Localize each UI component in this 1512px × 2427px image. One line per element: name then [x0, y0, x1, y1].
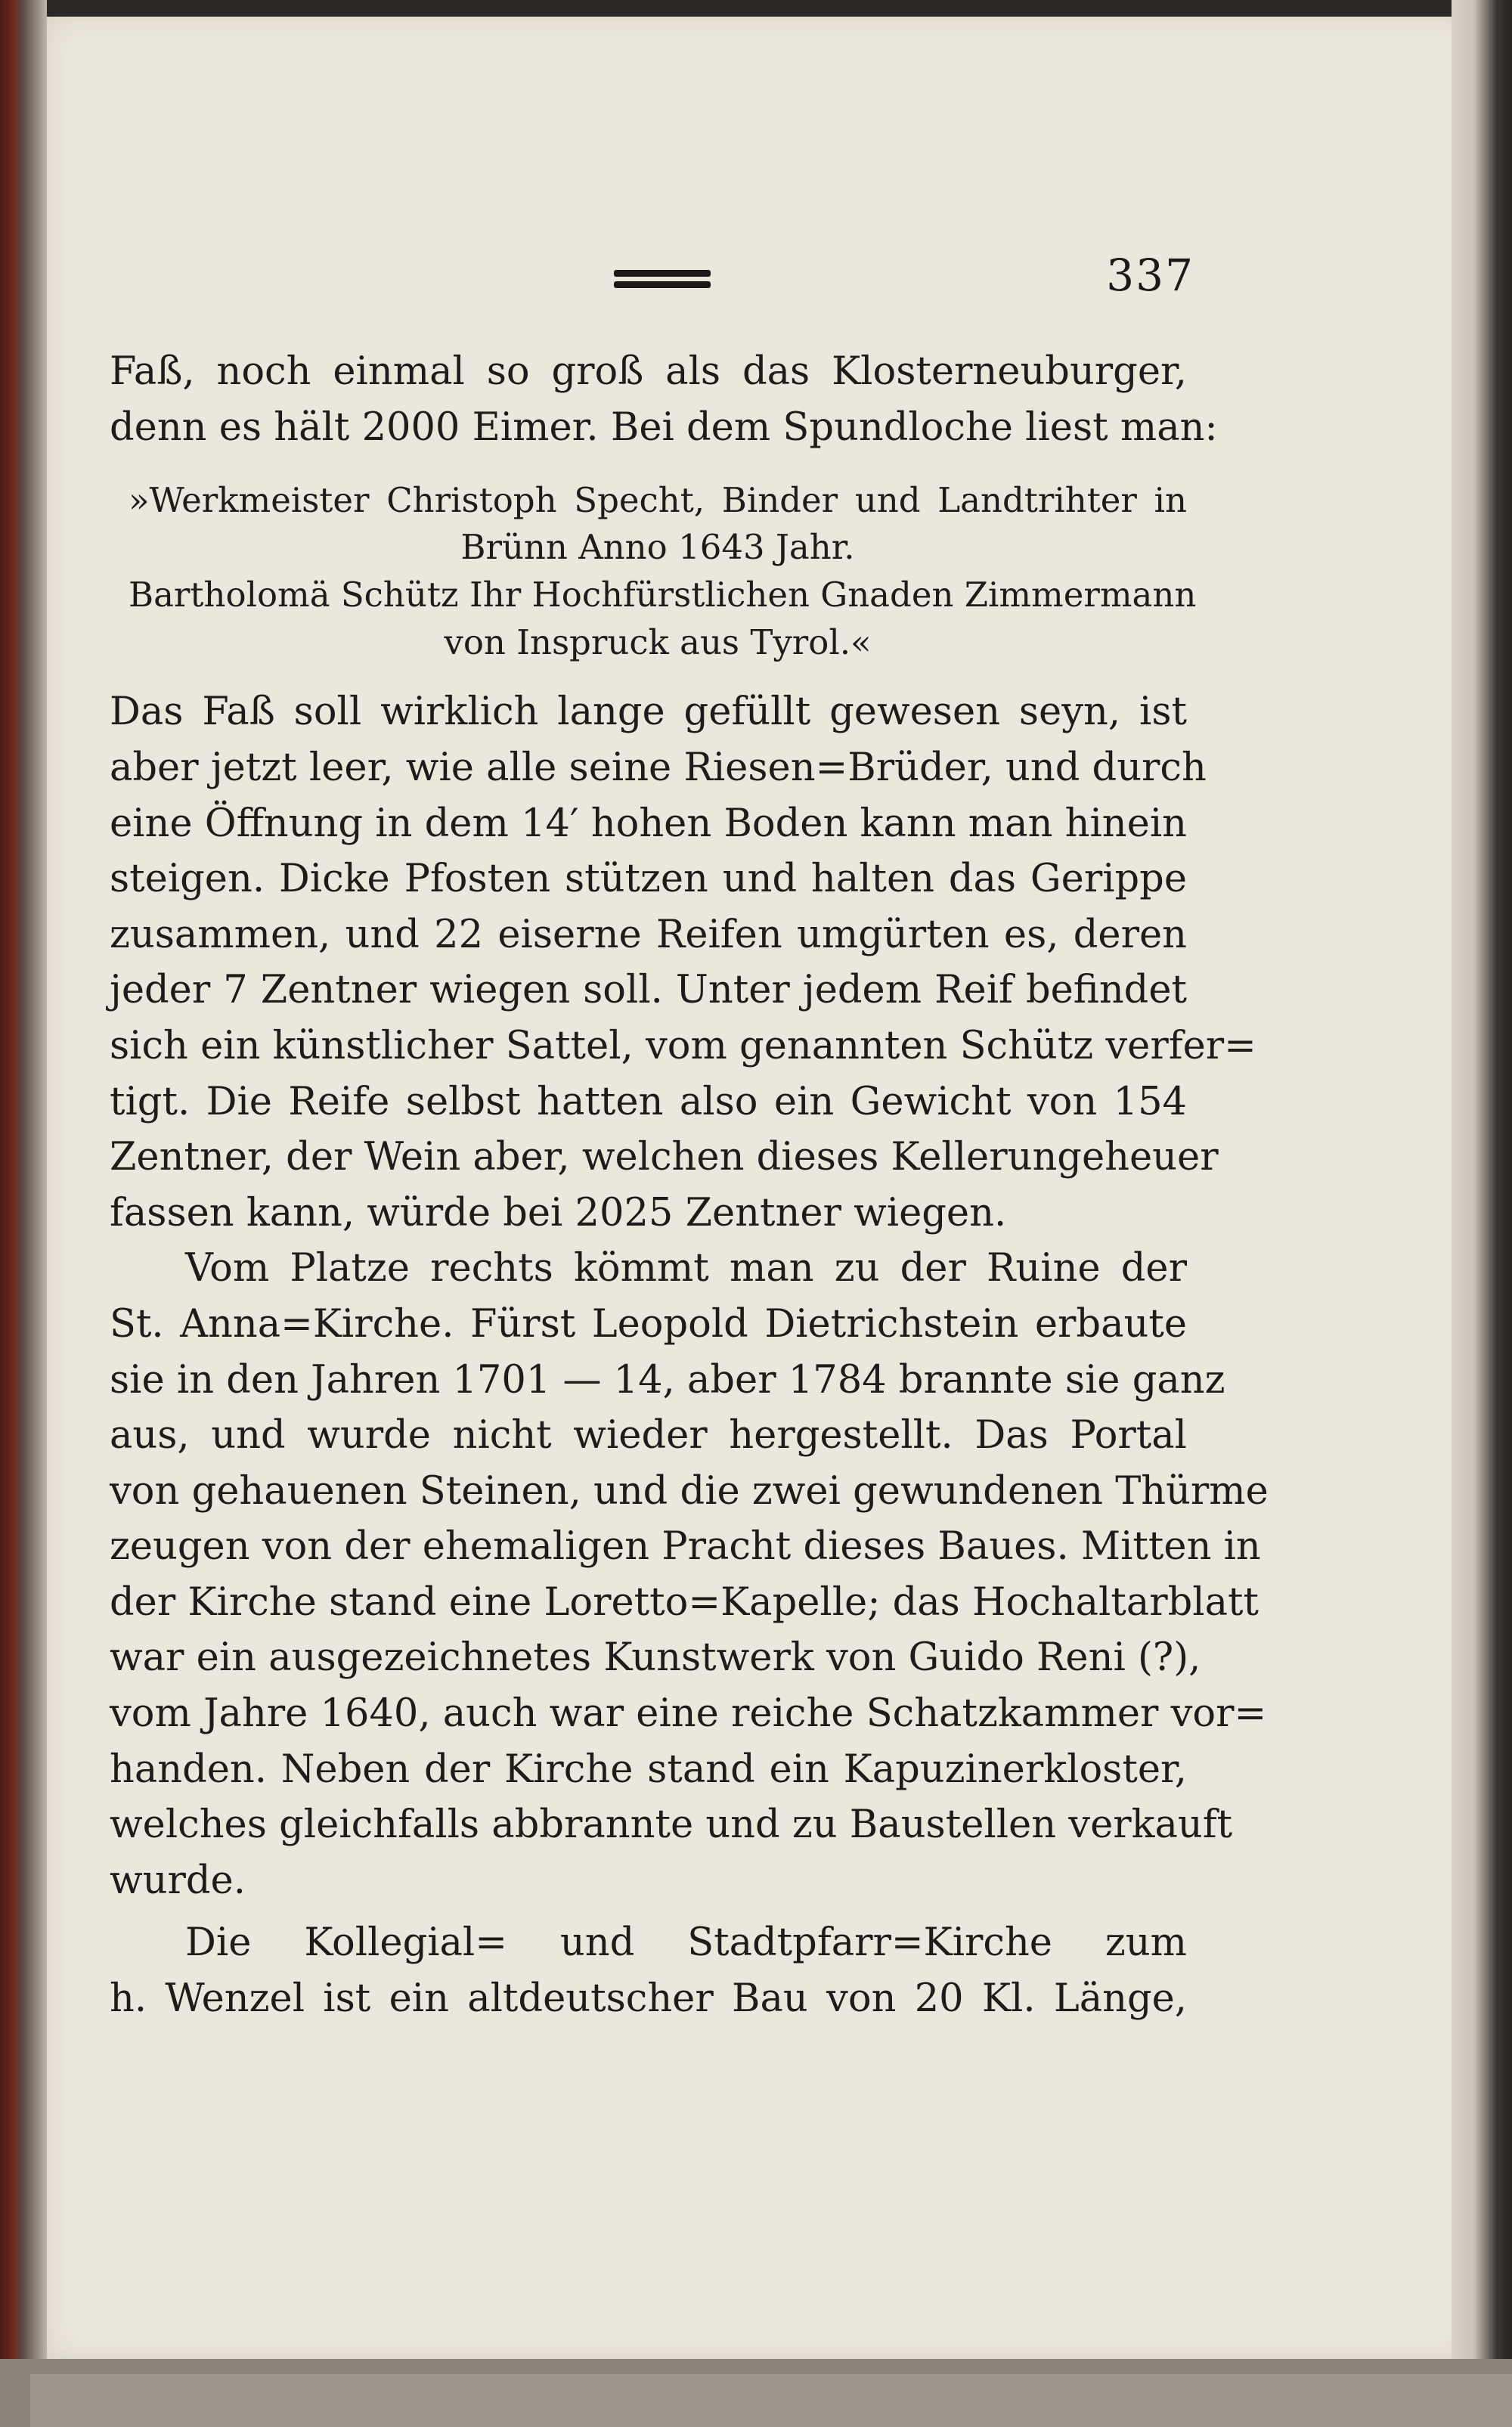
page-number: 337 [1106, 250, 1194, 301]
text-line: der Kirche stand eine Loretto=Kapelle; das Hochaltarblatt [110, 1580, 1259, 1625]
text-line: wurde. [110, 1858, 246, 1903]
header-double-rule [614, 268, 711, 291]
text-line: Zentner, der Wein aber, welchen dieses Kellerungeheuer [110, 1135, 1219, 1179]
text-line: eine Öffnung in dem 14′ hohen Boden kann man hinein [110, 801, 1187, 846]
text-line: h. Wenzel ist ein altdeutscher Bau von 20 Kl. Länge, [110, 1976, 1187, 2021]
inscription-line: Bartholomä Schütz Ihr Hochfürstlichen Gnaden Zimmermann [129, 575, 1197, 615]
text-line: handen. Neben der Kirche stand ein Kapuzinerkloster, [110, 1747, 1187, 1792]
page-right-edge [1452, 0, 1512, 2367]
text-line: sie in den Jahren 1701 — 14, aber 1784 brannte sie ganz [110, 1358, 1225, 1403]
text-line: Faß, noch einmal so groß als das Klosterneuburger, [110, 349, 1187, 394]
text-line: Vom Platze rechts kömmt man zu der Ruine der [185, 1246, 1187, 1291]
inscription-line: Brünn Anno 1643 Jahr. [460, 527, 855, 567]
text-line: welches gleichfalls abbrannte und zu Baustellen verkauft [110, 1802, 1233, 1847]
scan-bottom-border-inner [30, 2374, 1512, 2427]
text-line: zeugen von der ehemaligen Pracht dieses Baues. Mitten in [110, 1524, 1261, 1569]
text-line: fassen kann, würde bei 2025 Zentner wiegen. [110, 1191, 1007, 1235]
text-line: aus, und wurde nicht wieder hergestellt. Das Portal [110, 1413, 1187, 1458]
text-line: sich ein künstlicher Sattel, vom genannten Schütz verfer= [110, 1024, 1256, 1068]
text-line: steigen. Dicke Pfosten stützen und halten das Gerippe [110, 857, 1187, 901]
text-line: denn es hält 2000 Eimer. Bei dem Spundloche liest man: [110, 405, 1218, 450]
inscription-line: von Inspruck aus Tyrol.« [444, 622, 872, 662]
text-line: von gehauenen Steinen, und die zwei gewundenen Thürme [110, 1469, 1269, 1514]
text-line: St. Anna=Kirche. Fürst Leopold Dietrichstein erbaute [110, 1302, 1187, 1347]
text-line: war ein ausgezeichnetes Kunstwerk von Guido Reni (?), [110, 1635, 1201, 1680]
text-line: aber jetzt leer, wie alle seine Riesen=Brüder, und durch [110, 745, 1207, 790]
text-line: vom Jahre 1640, auch war eine reiche Schatzkammer vor= [110, 1691, 1267, 1736]
book-spine-edge [0, 0, 47, 2367]
inscription-line: »Werkmeister Christoph Specht, Binder und Landtrihter in [129, 480, 1187, 520]
text-line: tigt. Die Reife selbst hatten also ein Gewicht von 154 [110, 1080, 1187, 1124]
text-line: jeder 7 Zentner wiegen soll. Unter jedem Reif befindet [110, 968, 1187, 1012]
text-line: zusammen, und 22 eiserne Reifen umgürten es, deren [110, 913, 1187, 957]
text-line: Das Faß soll wirklich lange gefüllt gewesen seyn, ist [110, 690, 1187, 734]
text-line: Die Kollegial= und Stadtpfarr=Kirche zum [185, 1920, 1187, 1965]
